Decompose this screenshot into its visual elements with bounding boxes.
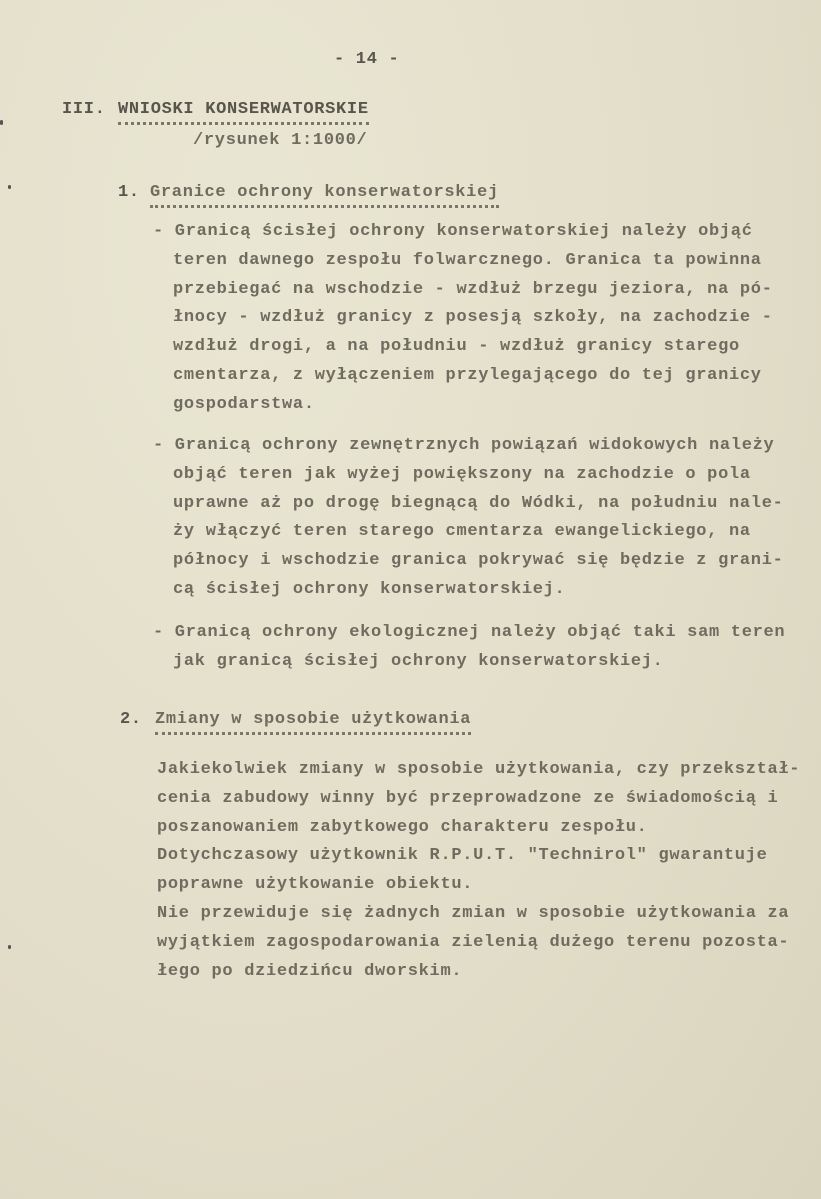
chapter-number: III. — [62, 100, 106, 119]
paragraph-line: poprawne użytkowanie obiektu. — [157, 875, 474, 895]
paragraph-line: jak granicą ścisłej ochrony konserwatorskiej. — [173, 651, 664, 671]
chapter-title: WNIOSKI KONSERWATORSKIE — [118, 100, 369, 125]
paragraph-line: Dotychczasowy użytkownik R.P.U.T. "Technirol" gwarantuje — [157, 846, 768, 866]
paragraph-line: poszanowaniem zabytkowego charakteru zespołu. — [157, 817, 648, 837]
paragraph-line: gospodarstwa. — [173, 394, 315, 414]
section-1-number: 1. — [118, 183, 140, 202]
paragraph-line: uprawne aż po drogę biegnącą do Wódki, na południu nale- — [173, 493, 784, 513]
paragraph-line: ży włączyć teren starego cmentarza ewangelickiego, na — [173, 522, 751, 542]
section-2-title: Zmiany w sposobie użytkowania — [155, 710, 471, 735]
paragraph-line: północy i wschodzie granica pokrywać się będzie z grani- — [173, 551, 784, 571]
paragraph-line: objąć teren jak wyżej powiększony na zachodzie o pola — [173, 464, 751, 484]
paragraph-line: przebiegać na wschodzie - wzdłuż brzegu jeziora, na pó- — [173, 279, 773, 299]
paragraph-line: łego po dziedzińcu dworskim. — [157, 961, 463, 981]
section-2-number: 2. — [120, 710, 142, 729]
paragraph-line: teren dawnego zespołu folwarcznego. Granica ta powinna — [173, 250, 762, 270]
paragraph-line: - Granicą ochrony zewnętrznych powiązań widokowych należy — [153, 436, 775, 455]
paragraph-line: wzdłuż drogi, a na południu - wzdłuż granicy starego — [173, 337, 740, 357]
paragraph-line: łnocy - wzdłuż granicy z posesją szkoły, na zachodzie - — [173, 308, 773, 328]
paragraph-line: Jakiekolwiek zmiany w sposobie użytkowania, czy przekształ- — [157, 760, 801, 779]
paragraph-line: cenia zabudowy winny być przeprowadzone ze świadomością i — [157, 788, 779, 808]
paragraph-line: - Granicą ścisłej ochrony konserwatorskiej należy objąć — [153, 222, 753, 241]
paragraph-line: wyjątkiem zagospodarowania zielenią dużego terenu pozosta- — [157, 932, 790, 952]
page-number: - 14 - — [334, 50, 400, 69]
paragraph-line: cą ścisłej ochrony konserwatorskiej. — [173, 580, 566, 599]
paragraph-line: Nie przewiduje się żadnych zmian w sposobie użytkowania za — [157, 904, 790, 923]
punch-mark — [8, 945, 11, 949]
punch-mark — [0, 120, 3, 125]
section-1-title: Granice ochrony konserwatorskiej — [150, 183, 499, 208]
paragraph-line: - Granicą ochrony ekologicznej należy objąć taki sam teren — [153, 623, 786, 642]
paragraph-line: cmentarza, z wyłączeniem przylegającego do tej granicy — [173, 366, 762, 385]
chapter-subtitle: /rysunek 1:1000/ — [193, 131, 368, 150]
punch-mark — [8, 185, 11, 189]
